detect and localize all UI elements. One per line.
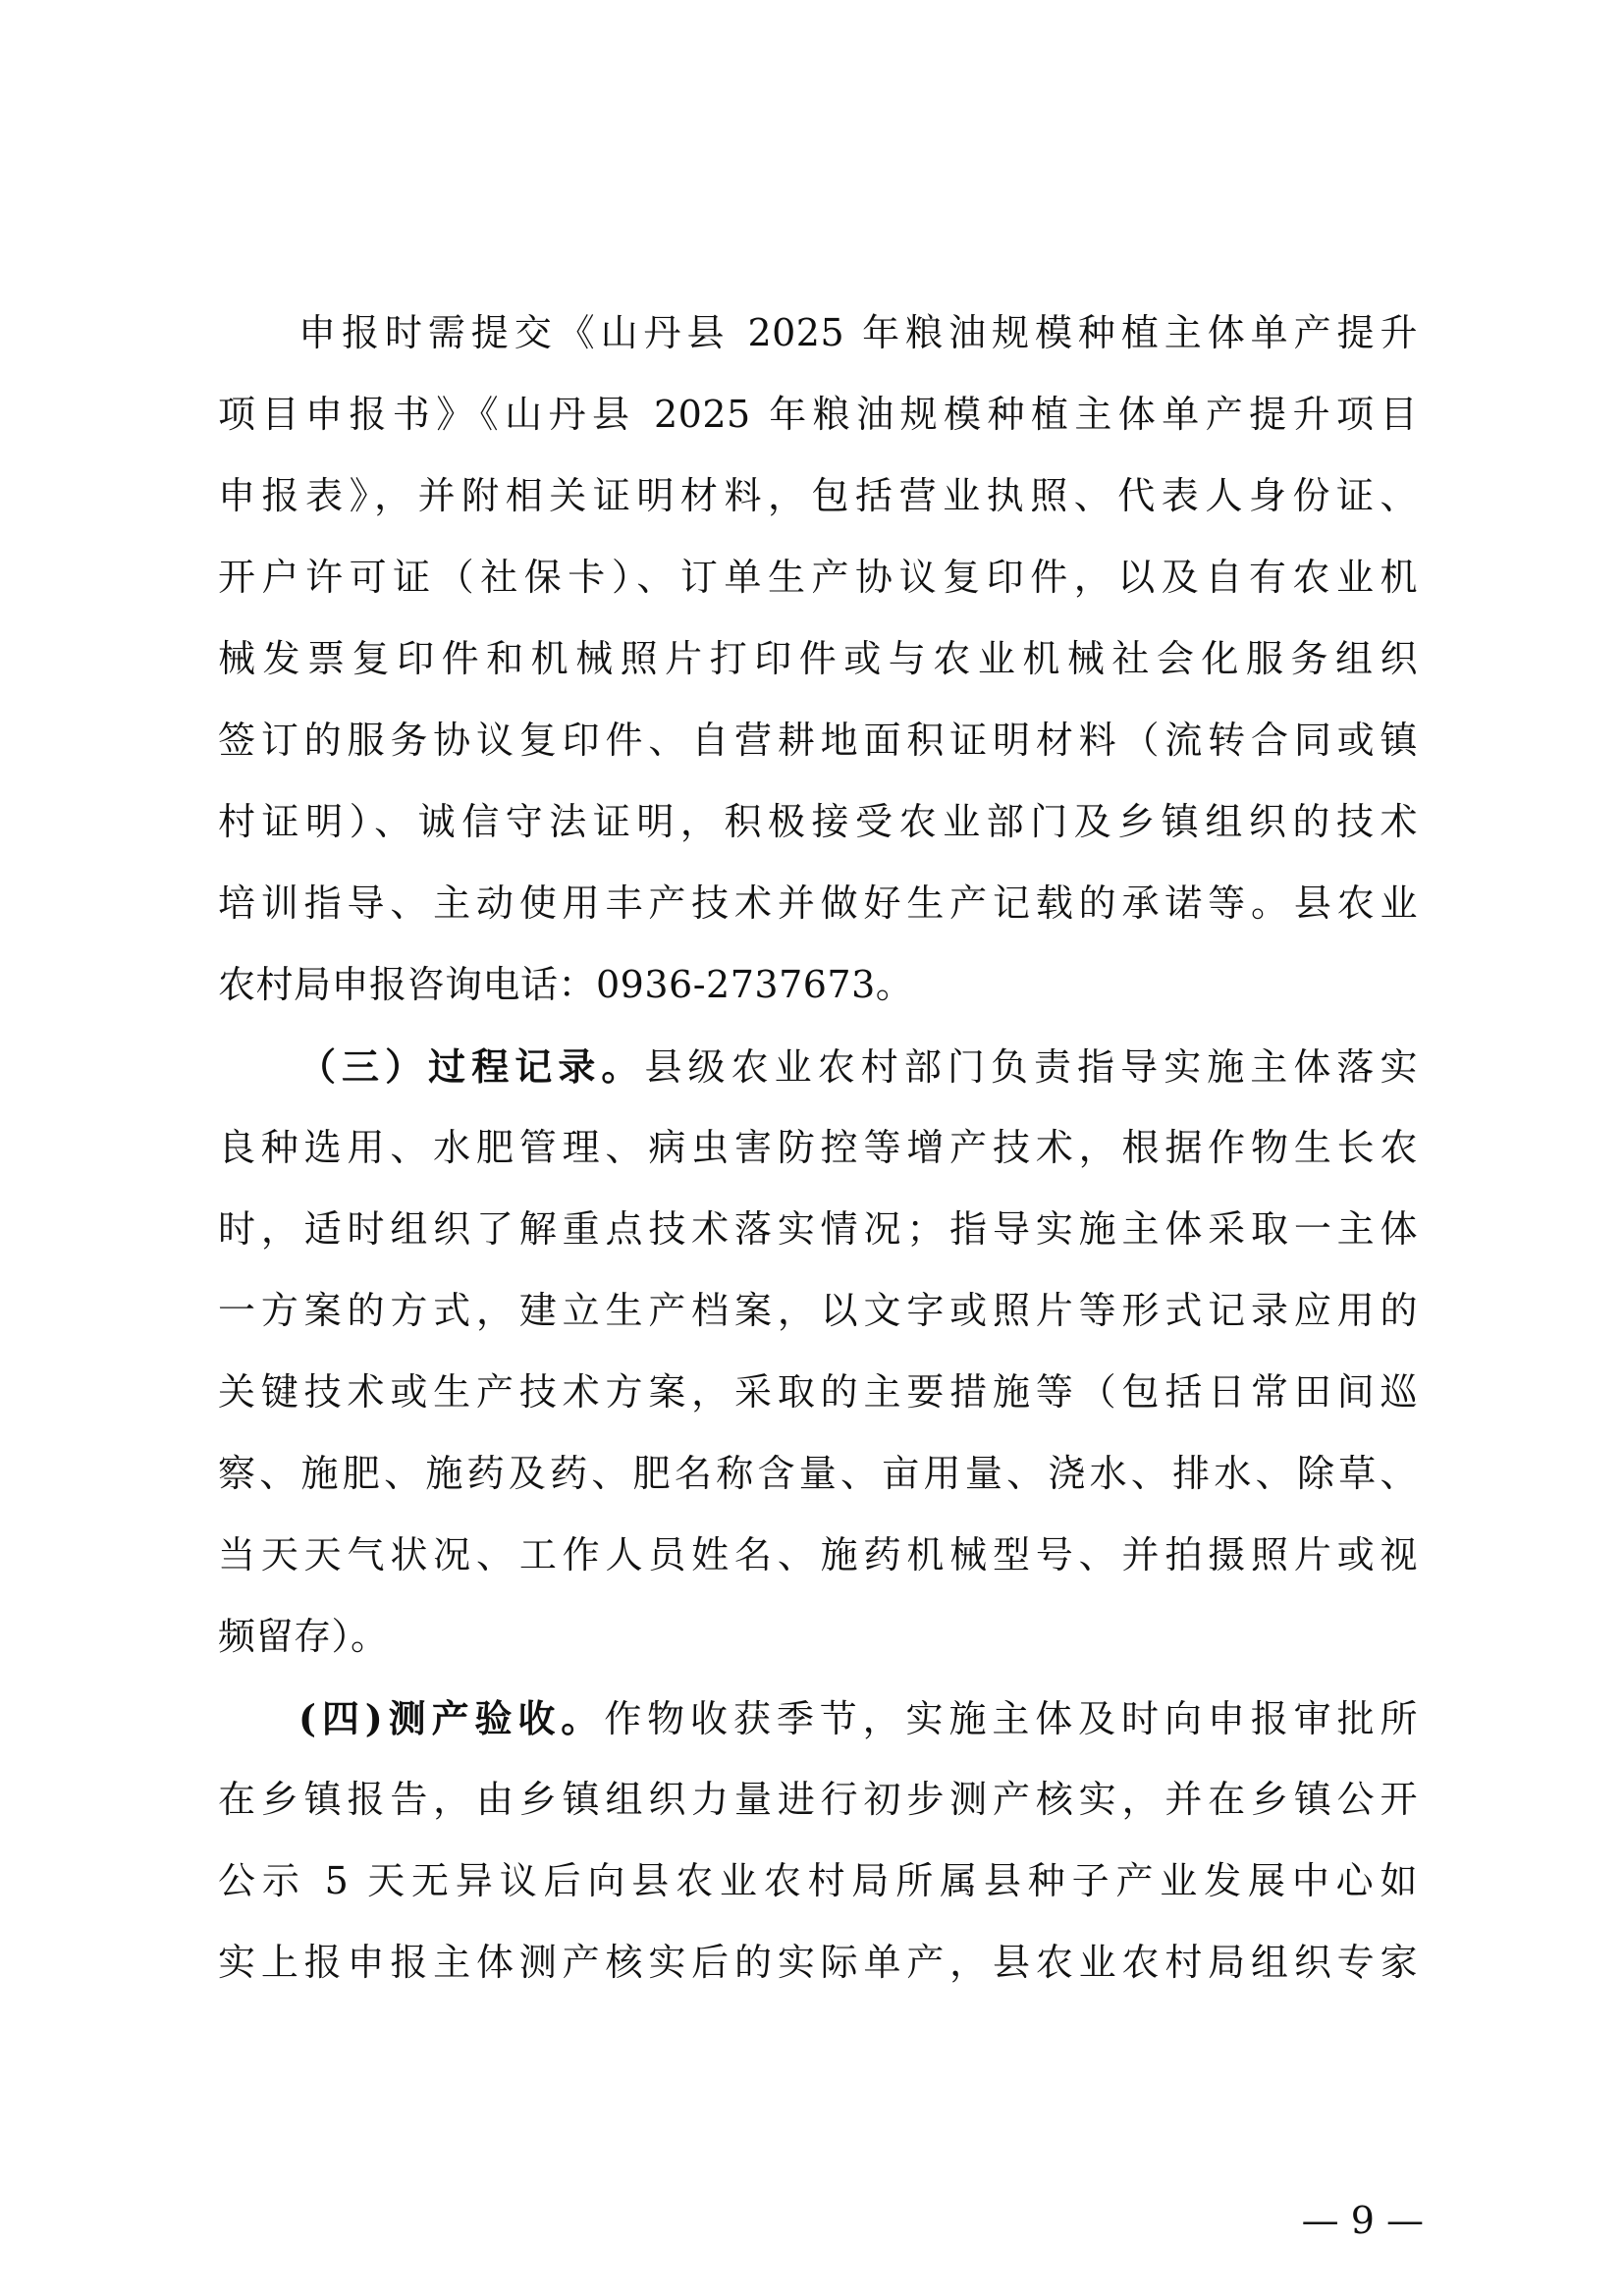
text-run: 县级农业农村部门负责指导实施主体落实 [644,1045,1418,1089]
text-run: 作物收获季节，实施主体及时向申报审批所 [604,1697,1418,1740]
text-line: 实上报申报主体测产核实后的实际单产，县农业农村局组织专家 [218,1941,1418,1984]
text-line [218,1678,1418,1759]
text-line: 农村局申报咨询电话：0936-2737673。 [218,963,914,1006]
text-line: 关键技术或生产技术方案，采取的主要措施等（包括日常田间巡 [218,1370,1418,1414]
text-line: 签订的服务协议复印件、自营耕地面积证明材料（流转合同或镇 [218,719,1418,762]
body-text [218,293,1418,2003]
text-line: 项目申报书》《山丹县 2025 年粮油规模种植主体单产提升项目 [218,393,1418,436]
text-line: 当天天气状况、工作人员姓名、施药机械型号、并拍摄照片或视 [218,1533,1418,1576]
text-line: 一方案的方式，建立生产档案，以文字或照片等形式记录应用的 [218,1289,1418,1332]
text-line: 频留存）。 [218,1615,389,1658]
text-line [218,1026,1418,1107]
section-heading-process-record: （三）过程记录。 [298,1044,645,1089]
text-line: 在乡镇报告，由乡镇组织力量进行初步测产核实，并在乡镇公开 [218,1778,1418,1821]
text-line: 申报表》，并附相关证明材料，包括营业执照、代表人身份证、 [218,474,1418,517]
page-number: — 9 — [1301,2199,1424,2242]
paragraph-yield-acceptance [218,1678,1418,2003]
text-line: 察、施肥、施药及药、肥名称含量、亩用量、浇水、排水、除草、 [218,1452,1418,1495]
text-line: 械发票复印件和机械照片打印件或与农业机械社会化服务组织 [218,637,1418,680]
text-line: 村证明）、诚信守法证明，积极接受农业部门及乡镇组织的技术 [218,800,1418,843]
text-line: 培训指导、主动使用丰产技术并做好生产记载的承诺等。县农业 [218,881,1418,925]
text-line: 良种选用、水肥管理、病虫害防控等增产技术，根据作物生长农 [218,1126,1418,1169]
text-line: 时，适时组织了解重点技术落实情况；指导实施主体采取一主体 [218,1207,1418,1251]
section-heading-yield-acceptance: (四)测产验收。 [298,1696,605,1740]
paragraph-process-record [218,1026,1418,1678]
text-line: 申报时需提交《山丹县 2025 年粮油规模种植主体单产提升 [298,311,1418,354]
text-line: 公示 5 天无异议后向县农业农村局所属县种子产业发展中心如 [218,1859,1418,1902]
text-line: 开户许可证（社保卡）、订单生产协议复印件，以及自有农业机 [218,556,1418,599]
paragraph-application-materials [218,293,1418,1026]
